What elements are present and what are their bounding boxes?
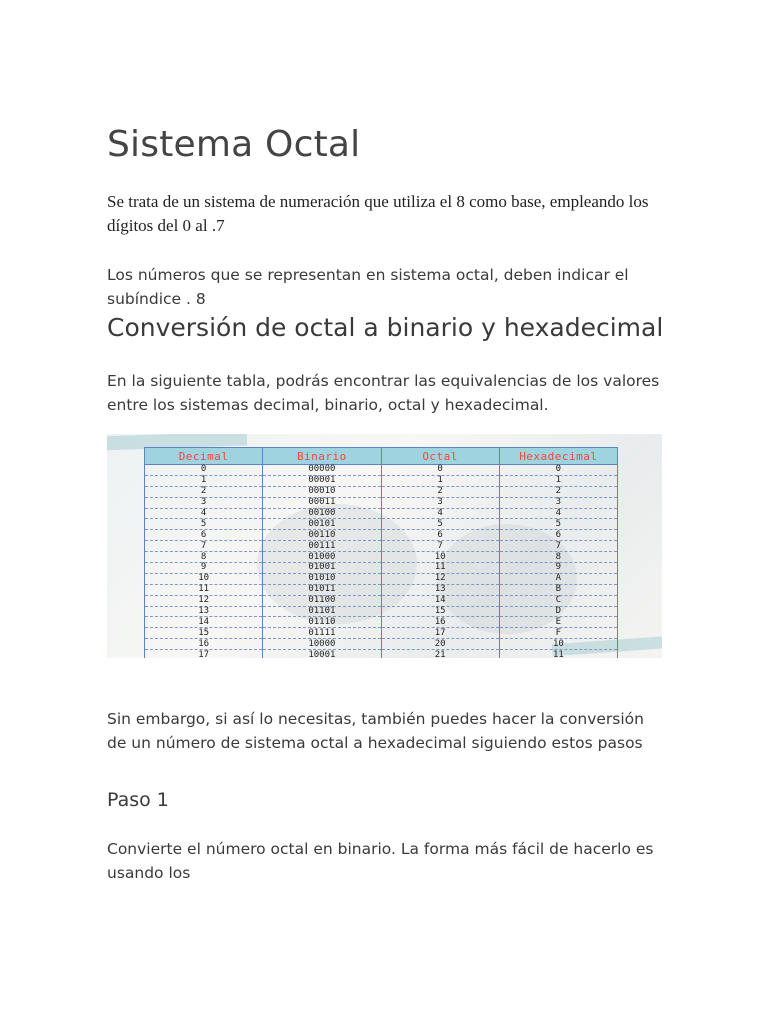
table-row	[145, 595, 618, 606]
table-cell: 4	[145, 508, 263, 519]
table-cell: 14	[145, 617, 263, 628]
table-row	[145, 617, 618, 628]
table-cell: 4	[381, 508, 499, 519]
table-cell: 21	[381, 650, 499, 658]
header-hexadecimal: Hexadecimal	[499, 448, 617, 465]
table-cell: 00110	[263, 530, 381, 541]
table-cell: 00100	[263, 508, 381, 519]
step-1-title: Paso 1	[107, 789, 169, 811]
table-cell: 7	[145, 541, 263, 552]
table-cell: 01111	[263, 628, 381, 639]
table-intro-paragraph: En la siguiente tabla, podrás encontrar las equivalencias de los valores entre los sistemas decimal, binario, octal y hexadecimal.	[107, 372, 660, 414]
table-row	[145, 465, 618, 476]
table-cell: 8	[499, 552, 617, 563]
table-row	[145, 508, 618, 519]
table-cell: 0	[499, 465, 617, 476]
table-cell: 01110	[263, 617, 381, 628]
table-cell: 00011	[263, 497, 381, 508]
table-body	[145, 465, 618, 659]
table-cell: 16	[145, 639, 263, 650]
table-cell: 12	[145, 595, 263, 606]
table-row	[145, 573, 618, 584]
table-cell: 6	[499, 530, 617, 541]
table-cell: 10	[499, 639, 617, 650]
table-cell: 3	[145, 497, 263, 508]
table-cell: 15	[381, 606, 499, 617]
table-cell: 0	[381, 465, 499, 476]
intro-paragraph: Se trata de un sistema de numeración que utiliza el 8 como base, empleando los dígitos del 0 al .7	[107, 192, 649, 235]
conversion-table-image	[107, 434, 662, 658]
section-title: Conversión de octal a binario y hexadecimal	[107, 313, 664, 342]
table-cell: 01011	[263, 584, 381, 595]
table-cell: 6	[381, 530, 499, 541]
table-cell: 01100	[263, 595, 381, 606]
table-cell: C	[499, 595, 617, 606]
table-row	[145, 563, 618, 574]
table-cell: 2	[145, 486, 263, 497]
table-row	[145, 552, 618, 563]
table-cell: 01000	[263, 552, 381, 563]
table-cell: 14	[381, 595, 499, 606]
table-cell: 00000	[263, 465, 381, 476]
table-cell: 11	[381, 563, 499, 574]
header-binario: Binario	[263, 448, 381, 465]
table-cell: 6	[145, 530, 263, 541]
header-decimal: Decimal	[145, 448, 263, 465]
table-row	[145, 541, 618, 552]
table-cell: 00101	[263, 519, 381, 530]
table-row	[145, 530, 618, 541]
table-cell: 01101	[263, 606, 381, 617]
table-cell: 4	[499, 508, 617, 519]
table-row	[145, 606, 618, 617]
table-cell: 10000	[263, 639, 381, 650]
table-cell: 13	[381, 584, 499, 595]
table-row	[145, 650, 618, 658]
hex-note-paragraph: Sin embargo, si así lo necesitas, también puedes hacer la conversión de un número de sistema octal a hexadecimal siguiendo estos pasos	[107, 710, 644, 752]
table-cell: B	[499, 584, 617, 595]
table-cell: 01010	[263, 573, 381, 584]
table-row	[145, 639, 618, 650]
table-cell: 1	[145, 475, 263, 486]
conversion-table	[144, 447, 618, 658]
table-cell: F	[499, 628, 617, 639]
table-cell: 17	[145, 650, 263, 658]
table-cell: 8	[145, 552, 263, 563]
table-cell: D	[499, 606, 617, 617]
table-cell: 9	[145, 563, 263, 574]
table-cell: 00010	[263, 486, 381, 497]
table-row	[145, 475, 618, 486]
table-cell: 1	[499, 475, 617, 486]
table-cell: 10001	[263, 650, 381, 658]
table-cell: 3	[499, 497, 617, 508]
header-octal: Octal	[381, 448, 499, 465]
table-cell: 11	[145, 584, 263, 595]
subindex-paragraph: Los números que se representan en sistema octal, deben indicar el subíndice . 8	[107, 266, 629, 308]
table-cell: 11	[499, 650, 617, 658]
table-cell: 7	[381, 541, 499, 552]
table-cell: A	[499, 573, 617, 584]
table-cell: E	[499, 617, 617, 628]
table-cell: 00001	[263, 475, 381, 486]
table-cell: 10	[381, 552, 499, 563]
table-cell: 00111	[263, 541, 381, 552]
table-cell: 13	[145, 606, 263, 617]
table-row	[145, 519, 618, 530]
table-cell: 20	[381, 639, 499, 650]
table-cell: 7	[499, 541, 617, 552]
table-cell: 2	[381, 486, 499, 497]
table-cell: 9	[499, 563, 617, 574]
table-cell: 5	[145, 519, 263, 530]
step-1-text: Convierte el número octal en binario. La forma más fácil de hacerlo es usando los	[107, 840, 654, 882]
table-row	[145, 584, 618, 595]
table-cell: 12	[381, 573, 499, 584]
table-cell: 5	[381, 519, 499, 530]
table-cell: 01001	[263, 563, 381, 574]
table-row	[145, 497, 618, 508]
table-cell: 17	[381, 628, 499, 639]
table-cell: 1	[381, 475, 499, 486]
table-cell: 3	[381, 497, 499, 508]
page-title: Sistema Octal	[107, 124, 361, 165]
table-row	[145, 628, 618, 639]
table-cell: 10	[145, 573, 263, 584]
table-cell: 16	[381, 617, 499, 628]
table-row	[145, 486, 618, 497]
table-cell: 0	[145, 465, 263, 476]
table-cell: 15	[145, 628, 263, 639]
table-cell: 2	[499, 486, 617, 497]
table-cell: 5	[499, 519, 617, 530]
